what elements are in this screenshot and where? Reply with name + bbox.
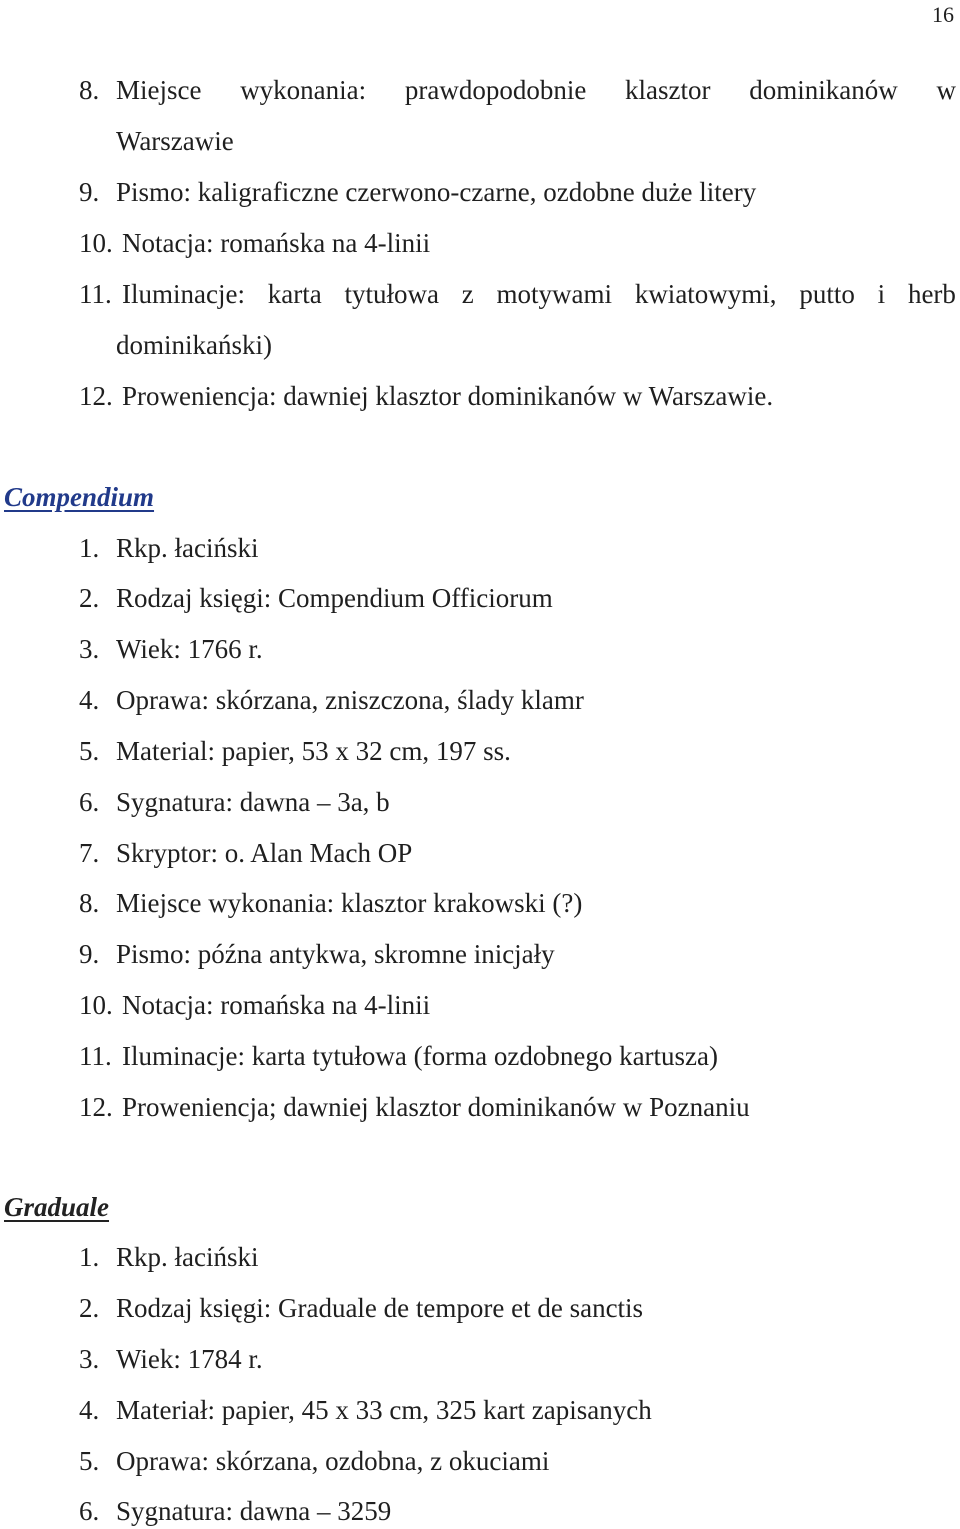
item-number: 8. bbox=[79, 75, 100, 105]
item-text: Miejsce wykonania: prawdopodobnie klasztor dominikanów w bbox=[116, 75, 956, 105]
page-number: 16 bbox=[932, 2, 954, 27]
compendium-heading: Compendium bbox=[4, 482, 155, 512]
graduale-heading: Graduale bbox=[4, 1192, 110, 1222]
item-text: Iluminacje: karta tytułowa z motywami kwiatowymi, putto i herb bbox=[122, 279, 956, 309]
